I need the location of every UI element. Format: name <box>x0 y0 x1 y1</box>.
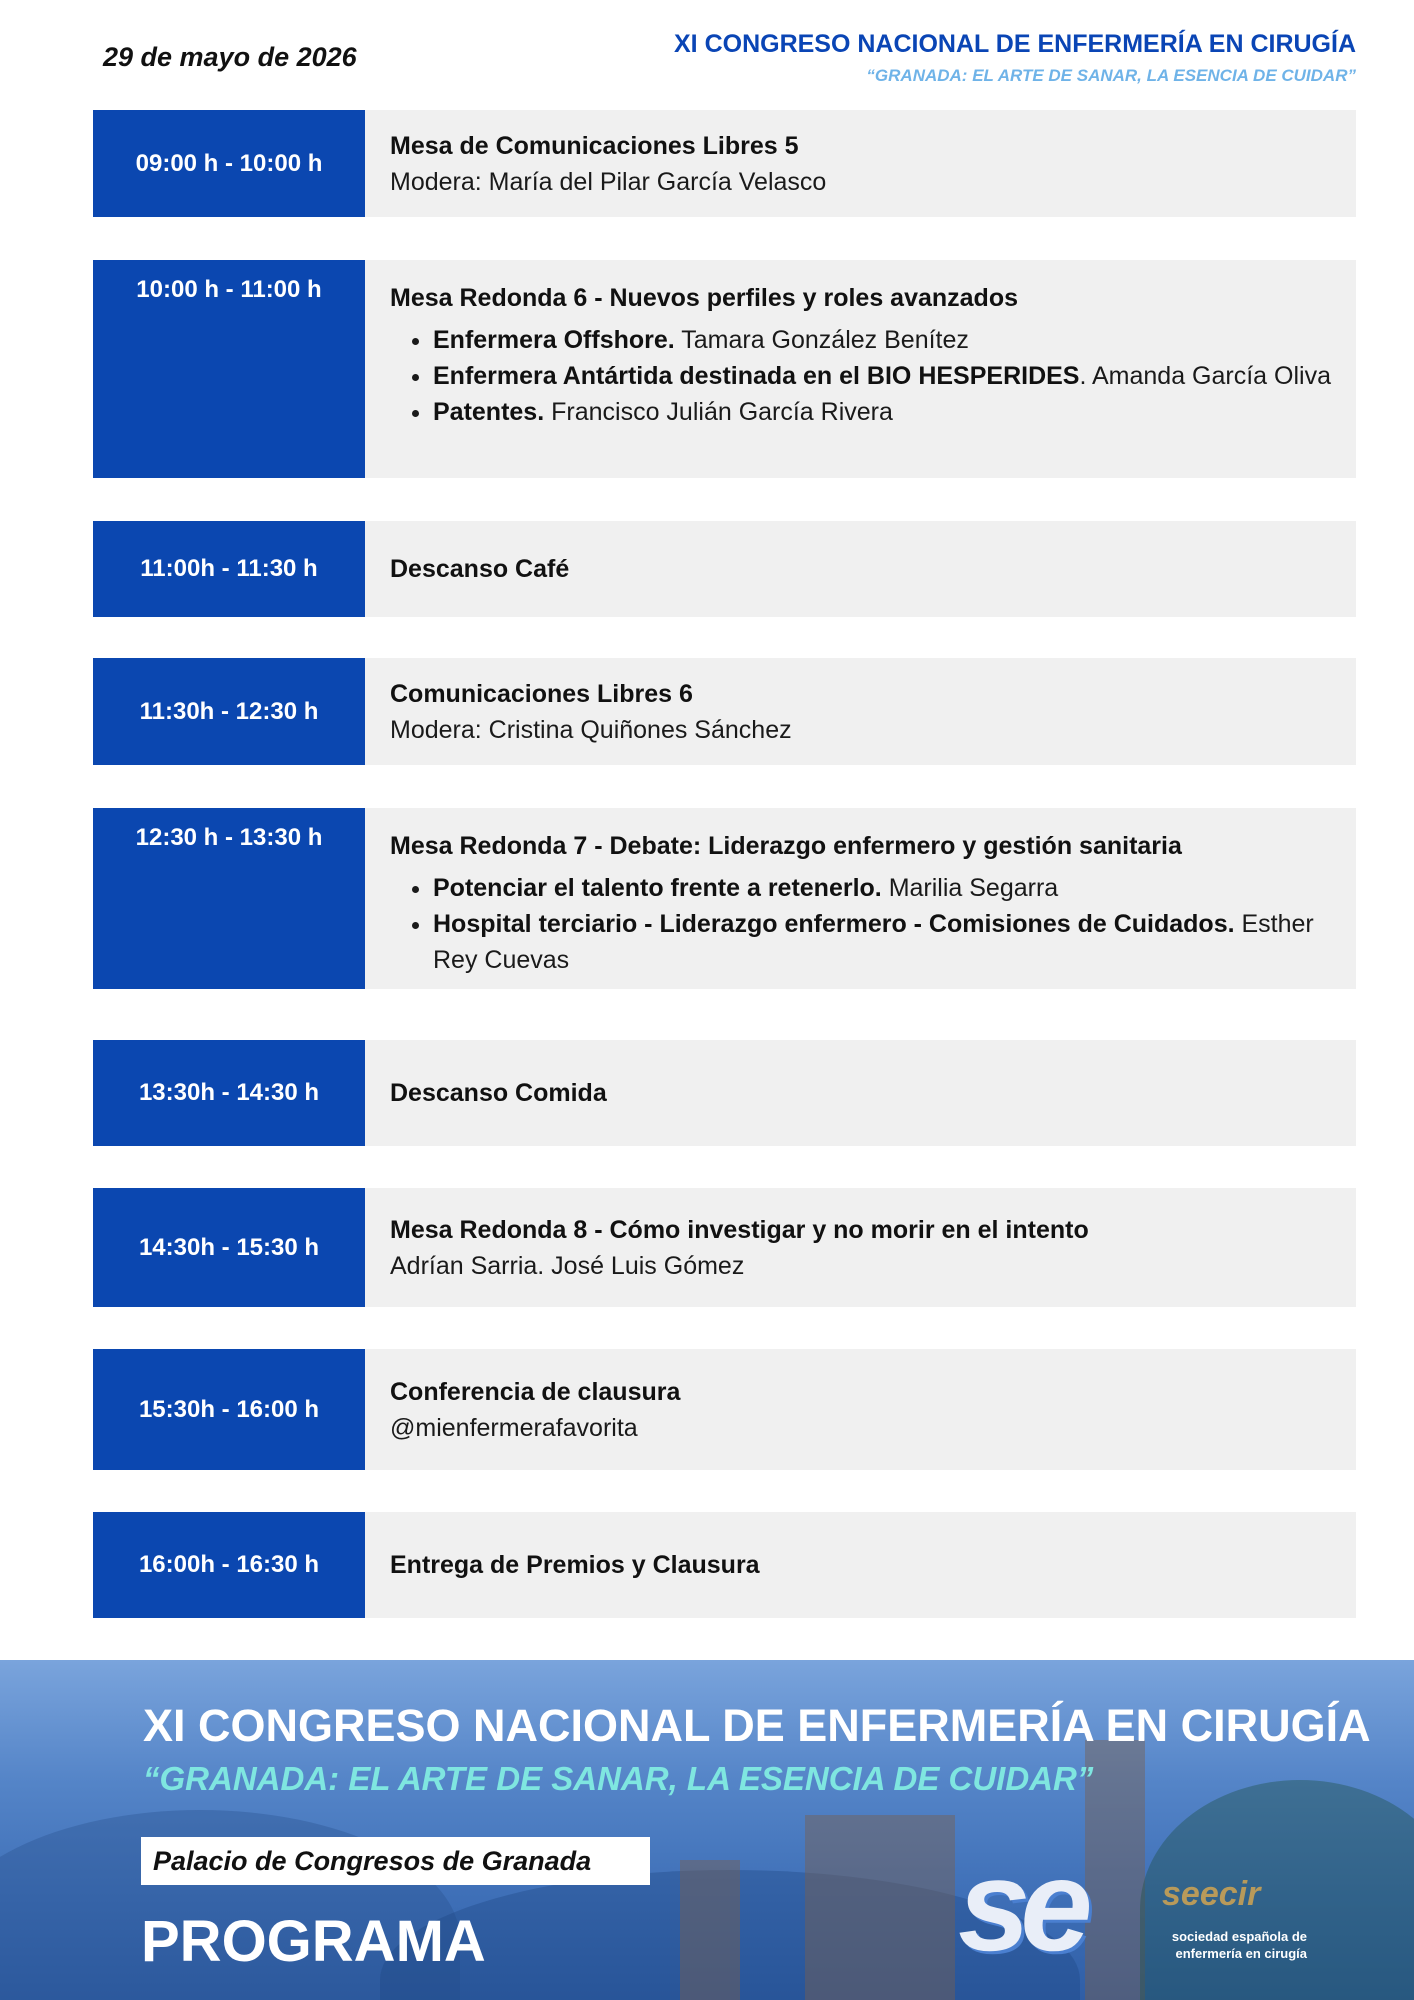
speaker-name: Marilia Segarra <box>881 874 1059 902</box>
list-item <box>433 322 1332 358</box>
session-moderator: Modera: María del Pilar García Velasco <box>390 167 827 196</box>
list-item <box>433 358 1332 394</box>
alhambra-tower <box>1085 1740 1145 2000</box>
list-item <box>433 906 1332 978</box>
logo-mark: se <box>958 1832 1083 1978</box>
talk-title: Enfermera Offshore. <box>433 326 675 354</box>
session-title: Descanso Comida <box>390 1079 607 1107</box>
speaker-list <box>390 870 1332 978</box>
talk-title: Patentes. <box>433 398 545 426</box>
session-content <box>365 808 1356 989</box>
session-row <box>93 808 1356 989</box>
session-title: Descanso Café <box>390 555 570 583</box>
session-title: Mesa Redonda 8 - Cómo investigar y no morir en el intento <box>390 1215 1089 1244</box>
session-speaker: @mienfermerafavorita <box>390 1413 638 1442</box>
event-date: 29 de mayo de 2026 <box>103 42 357 72</box>
speaker-list <box>390 322 1332 430</box>
session-row <box>93 1188 1356 1307</box>
session-title: Entrega de Premios y Clausura <box>390 1551 760 1579</box>
session-row <box>93 1512 1356 1618</box>
session-time: 12:30 h - 13:30 h <box>93 808 365 989</box>
speaker-name: . Amanda García Oliva <box>1079 362 1331 390</box>
session-time: 10:00 h - 11:00 h <box>93 260 365 478</box>
session-title: Comunicaciones Libres 6 <box>390 679 693 708</box>
session-time: 13:30h - 14:30 h <box>93 1040 365 1146</box>
logo-caption: sociedad española de enfermería en cirugía <box>1171 1929 1307 1961</box>
logo-brand: seecir <box>1162 1875 1261 1913</box>
session-content <box>365 1512 1356 1618</box>
session-content <box>365 658 1356 765</box>
session-content <box>365 521 1356 617</box>
session-content <box>365 1188 1356 1307</box>
speaker-name: Francisco Julián García Rivera <box>544 398 893 426</box>
speaker-name: Tamara González Benítez <box>674 326 969 354</box>
session-row <box>93 521 1356 617</box>
session-time: 11:30h - 12:30 h <box>93 658 365 765</box>
session-row <box>93 1349 1356 1470</box>
session-row <box>93 1040 1356 1146</box>
talk-title: Potenciar el talento frente a retenerlo. <box>433 874 882 902</box>
session-content <box>365 110 1356 217</box>
session-title: Conferencia de clausura <box>390 1377 681 1406</box>
talk-title: Hospital terciario - Liderazgo enfermero - Comisiones de Cuidados. <box>433 910 1235 938</box>
session-content <box>365 1040 1356 1146</box>
session-speakers: Adrían Sarria. José Luis Gómez <box>390 1251 745 1280</box>
speaker-name: Esther Rey Cuevas <box>433 910 1314 974</box>
session-content <box>365 1349 1356 1470</box>
session-content <box>365 260 1356 478</box>
talk-title: Enfermera Antártida destinada en el BIO HESPERIDES <box>433 362 1080 390</box>
session-moderator: Modera: Cristina Quiñones Sánchez <box>390 715 792 744</box>
venue-label: Palacio de Congresos de Granada <box>141 1837 650 1885</box>
footer-motto: “GRANADA: EL ARTE DE SANAR, LA ESENCIA DE CUIDAR” <box>143 1760 1094 1797</box>
alhambra-tower <box>680 1860 740 2000</box>
congress-motto: “GRANADA: EL ARTE DE SANAR, LA ESENCIA DE CUIDAR” <box>866 66 1356 85</box>
session-row <box>93 260 1356 478</box>
alhambra-tower <box>805 1815 955 2000</box>
list-item <box>433 394 1332 430</box>
session-time: 09:00 h - 10:00 h <box>93 110 365 217</box>
session-title: Mesa Redonda 7 - Debate: Liderazgo enfermero y gestión sanitaria <box>390 832 1182 860</box>
session-time: 11:00h - 11:30 h <box>93 521 365 617</box>
list-item <box>433 870 1332 906</box>
session-row <box>93 110 1356 217</box>
footer-title: XI CONGRESO NACIONAL DE ENFERMERÍA EN CIRUGÍA <box>143 1700 1371 1751</box>
session-row <box>93 658 1356 765</box>
congress-title: XI CONGRESO NACIONAL DE ENFERMERÍA EN CIRUGÍA <box>674 30 1356 58</box>
session-time: 16:00h - 16:30 h <box>93 1512 365 1618</box>
session-title: Mesa Redonda 6 - Nuevos perfiles y roles avanzados <box>390 284 1019 312</box>
session-title: Mesa de Comunicaciones Libres 5 <box>390 131 799 160</box>
session-time: 15:30h - 16:00 h <box>93 1349 365 1470</box>
programa-label: PROGRAMA <box>141 1909 486 1974</box>
session-time: 14:30h - 15:30 h <box>93 1188 365 1307</box>
footer-banner <box>0 1660 1414 2000</box>
